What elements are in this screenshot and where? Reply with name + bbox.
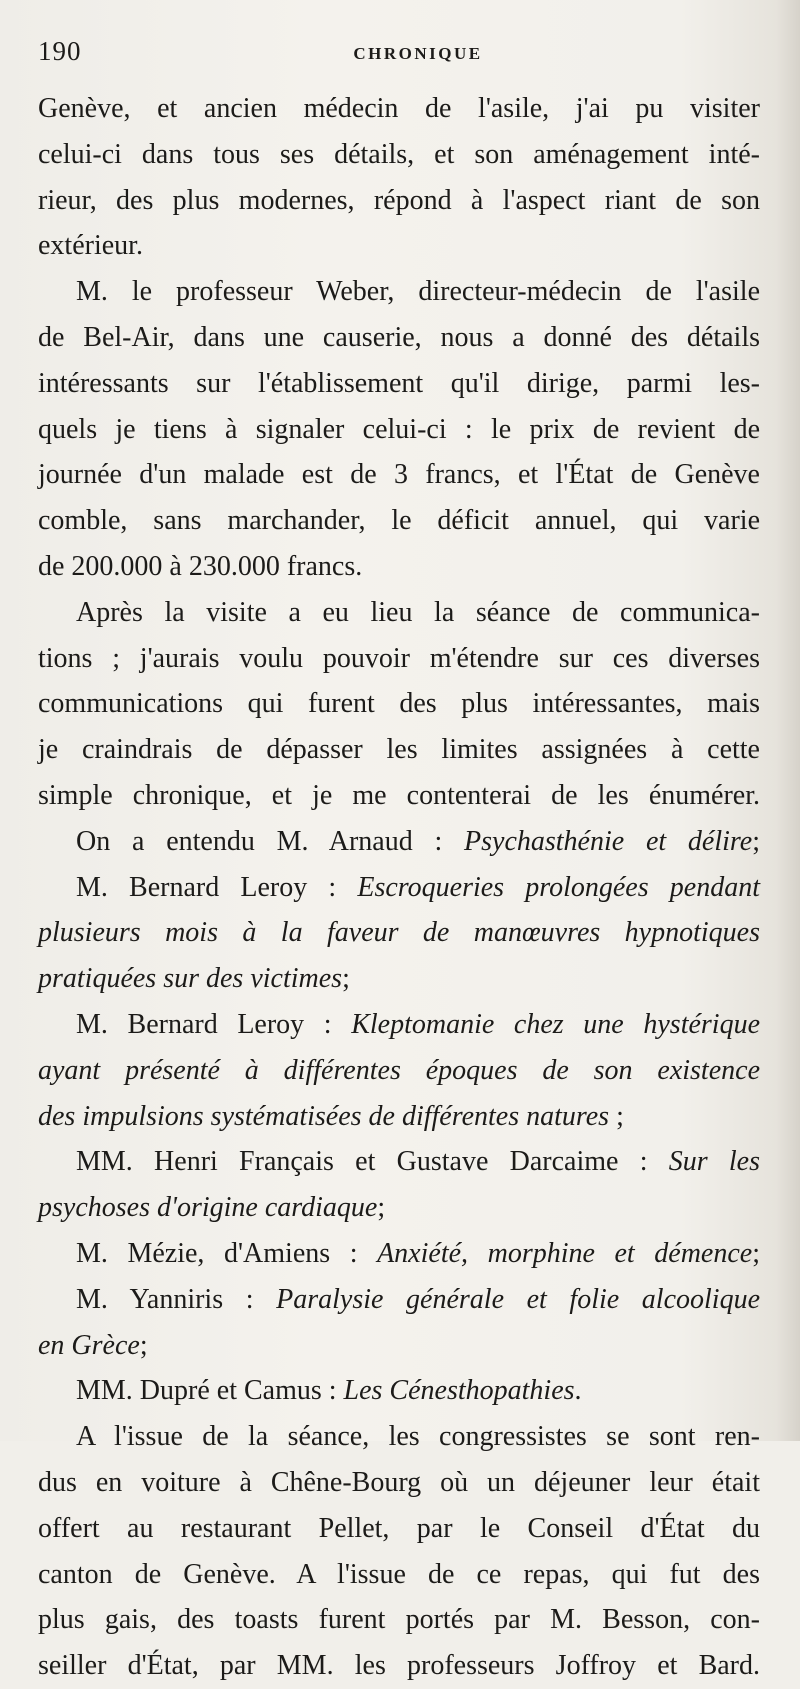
text-line: Genève, et ancien médecin de l'asile, j'ai pu visiter	[38, 93, 760, 124]
text-line: simple chronique, et je me contenterai de les énumérer.	[38, 779, 760, 811]
text-line: de 200.000 à 230.000 francs.	[38, 550, 363, 582]
text-line: comble, sans marchander, le déficit annuel, qui varie	[38, 505, 760, 537]
text-line: M. le professeur Weber, directeur-médecin de l'asile	[76, 276, 760, 308]
text-line: Après la visite a eu lieu la séance de communica-	[76, 596, 760, 628]
text-line: plus gais, des toasts furent portés par M. Besson, con-	[38, 1604, 760, 1636]
text-line: MM. Dupré et Camus : Les Cénesthopathies.	[76, 1375, 582, 1407]
running-head: CHRONIQUE	[353, 44, 483, 63]
text-line: rieur, des plus modernes, répond à l'aspect riant de son	[38, 184, 760, 216]
text-line: M. Bernard Leroy : Escroqueries prolongées pendant	[76, 871, 760, 903]
text-line: communications qui furent des plus intéressantes, mais	[38, 688, 760, 720]
text-line: dus en voiture à Chêne-Bourg où un déjeuner leur était	[38, 1466, 760, 1498]
text-line: M. Mézie, d'Amiens : Anxiété, morphine et démence;	[76, 1237, 760, 1269]
text-line: ayant présenté à différentes époques de son existence	[38, 1054, 760, 1086]
text-line: MM. Henri Français et Gustave Darcaime : Sur les	[76, 1146, 761, 1178]
page-number: 190	[38, 36, 82, 66]
text-line: plusieurs mois à la faveur de manœuvres hypnotiques	[38, 917, 760, 949]
text-line: tions ; j'aurais voulu pouvoir m'étendre sur ces diverses	[38, 642, 760, 674]
text-line: pratiquées sur des victimes;	[38, 963, 350, 995]
text-line: psychoses d'origine cardiaque;	[38, 1192, 386, 1224]
text-line: en Grèce;	[38, 1329, 148, 1361]
body-text	[38, 86, 760, 1689]
text-line: offert au restaurant Pellet, par le Conseil d'État du	[38, 1512, 760, 1544]
text-line: extérieur.	[38, 230, 143, 262]
text-line: des impulsions systématisées de différentes natures ;	[38, 1100, 624, 1132]
text-line: celui-ci dans tous ses détails, et son aménagement inté-	[38, 138, 760, 170]
page-header	[38, 36, 758, 76]
text-line: M. Yanniris : Paralysie générale et folie alcoolique	[76, 1283, 761, 1315]
text-line: M. Bernard Leroy : Kleptomanie chez une hystérique	[76, 1008, 760, 1040]
text-line: de Bel-Air, dans une causerie, nous a donné des détails	[38, 321, 760, 353]
text-line: quels je tiens à signaler celui-ci : le prix de revient de	[38, 413, 760, 445]
text-line: A l'issue de la séance, les congressistes se sont ren-	[76, 1421, 760, 1453]
text-line: je craindrais de dépasser les limites assignées à cette	[38, 734, 760, 766]
text-line: journée d'un malade est de 3 francs, et l'État de Genève	[38, 459, 760, 491]
text-line: seiller d'État, par MM. les professeurs Joffroy et Bard.	[38, 1650, 760, 1682]
text-line: intéressants sur l'établissement qu'il dirige, parmi les-	[38, 367, 760, 399]
text-line: canton de Genève. A l'issue de ce repas, qui fut des	[38, 1558, 760, 1590]
text-line: On a entendu M. Arnaud : Psychasthénie et délire;	[76, 825, 760, 857]
